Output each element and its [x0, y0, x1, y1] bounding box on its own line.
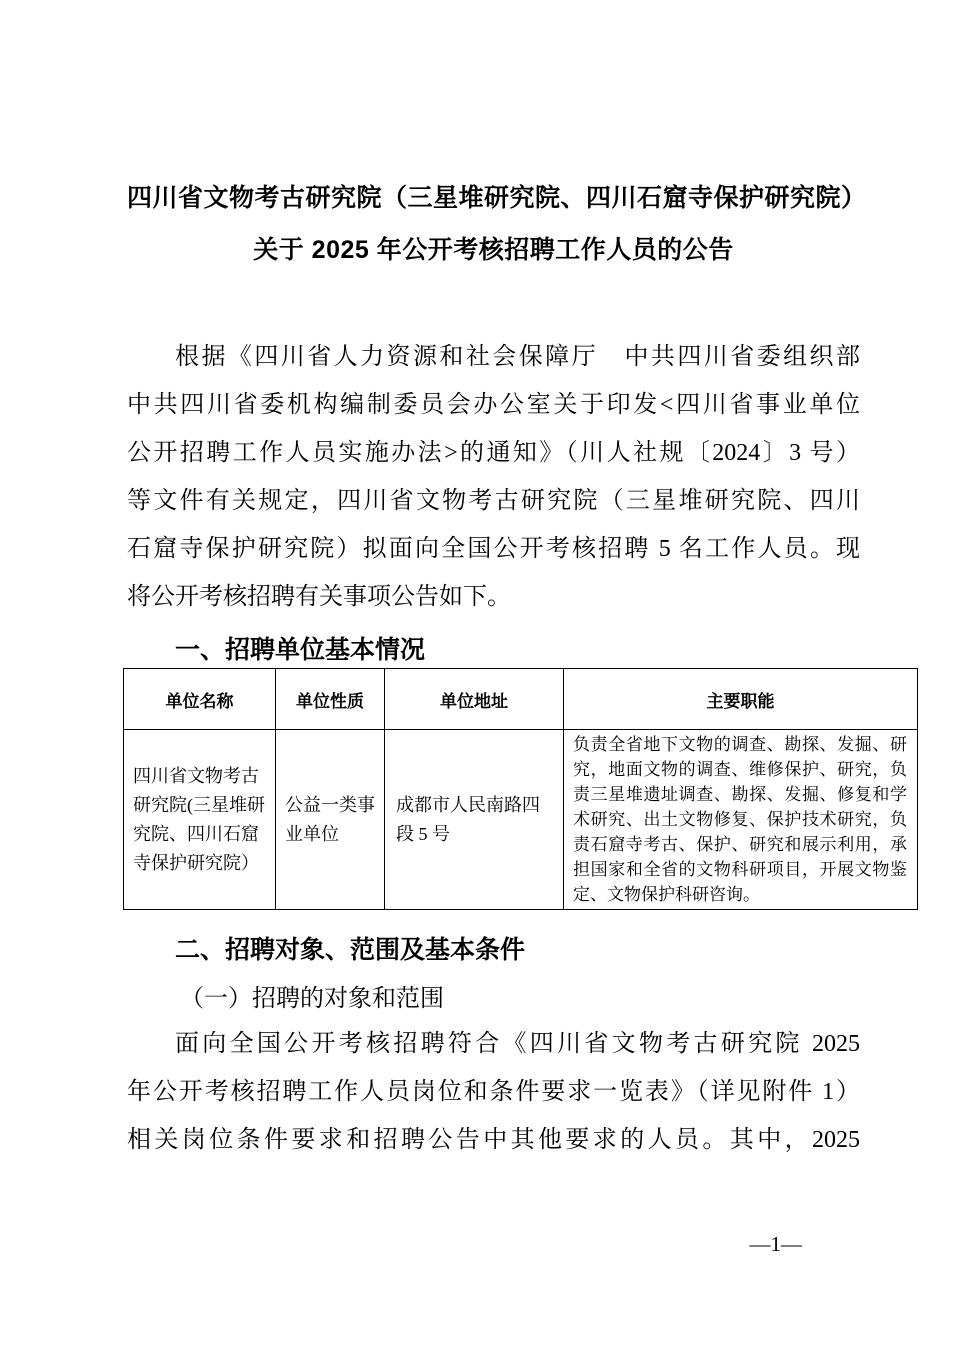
page-number: —1—	[749, 1232, 802, 1256]
title-line-2: 关于 2025 年公开考核招聘工作人员的公告	[253, 236, 734, 264]
paragraph-line: 年公开考核招聘工作人员岗位和条件要求一览表》（详见附件 1）	[127, 1079, 860, 1105]
paragraph-line: 中共四川省委机构编制委员会办公室关于印发<四川省事业单位	[127, 392, 860, 418]
unit-info-table	[123, 668, 918, 910]
table-header-unit-address: 单位地址	[385, 669, 564, 730]
paragraph-line: 根据《四川省人力资源和社会保障厅 中共四川省委组织部	[175, 344, 860, 370]
document-content	[127, 0, 907, 1164]
paragraph-line: 等文件有关规定，四川省文物考古研究院（三星堆研究院、四川	[127, 488, 860, 514]
document-title	[127, 0, 867, 276]
cell-unit-nature: 公益一类事业单位	[276, 730, 385, 910]
paragraph-line: 公开招聘工作人员实施办法>的通知》（川人社规〔2024〕3 号）	[127, 440, 860, 466]
table-header-main-functions: 主要职能	[564, 669, 918, 730]
cell-unit-name: 四川省文物考古研究院(三星堆研究院、四川石窟寺保护研究院）	[124, 730, 276, 910]
scope-paragraph	[127, 1020, 860, 1164]
table-header-row	[124, 669, 918, 730]
intro-paragraph	[127, 333, 860, 621]
subsection-heading: （一）招聘的对象和范围	[180, 986, 444, 1012]
table-row	[124, 730, 918, 910]
title-line-1: 四川省文物考古研究院（三星堆研究院、四川石窟寺保护研究院）	[127, 184, 867, 212]
cell-unit-address: 成都市人民南路四段 5 号	[385, 730, 564, 910]
paragraph-line: 石窟寺保护研究院）拟面向全国公开考核招聘 5 名工作人员。现	[127, 536, 860, 562]
paragraph-line: 将公开考核招聘有关事项公告如下。	[127, 584, 511, 610]
table-header-unit-nature: 单位性质	[276, 669, 385, 730]
paragraph-line: 相关岗位条件要求和招聘公告中其他要求的人员。其中，2025	[127, 1127, 860, 1153]
table-header-unit-name: 单位名称	[124, 669, 276, 730]
section1-heading: 一、招聘单位基本情况	[175, 636, 426, 664]
section2-heading: 二、招聘对象、范围及基本条件	[175, 936, 526, 964]
paragraph-line: 面向全国公开考核招聘符合《四川省文物考古研究院 2025	[175, 1031, 860, 1057]
cell-main-functions: 负责全省地下文物的调查、勘探、发掘、研究，地面文物的调查、维修保护、研究，负责三星堆遗址调查、勘探、发掘、修复和学术研究、出土文物修复、保护技术研究，负责石窟寺考古、保护、研究和展示利用，承担国家和全省的文物科研项目，开展文物鉴定、文物保护科研咨询。	[564, 730, 918, 910]
